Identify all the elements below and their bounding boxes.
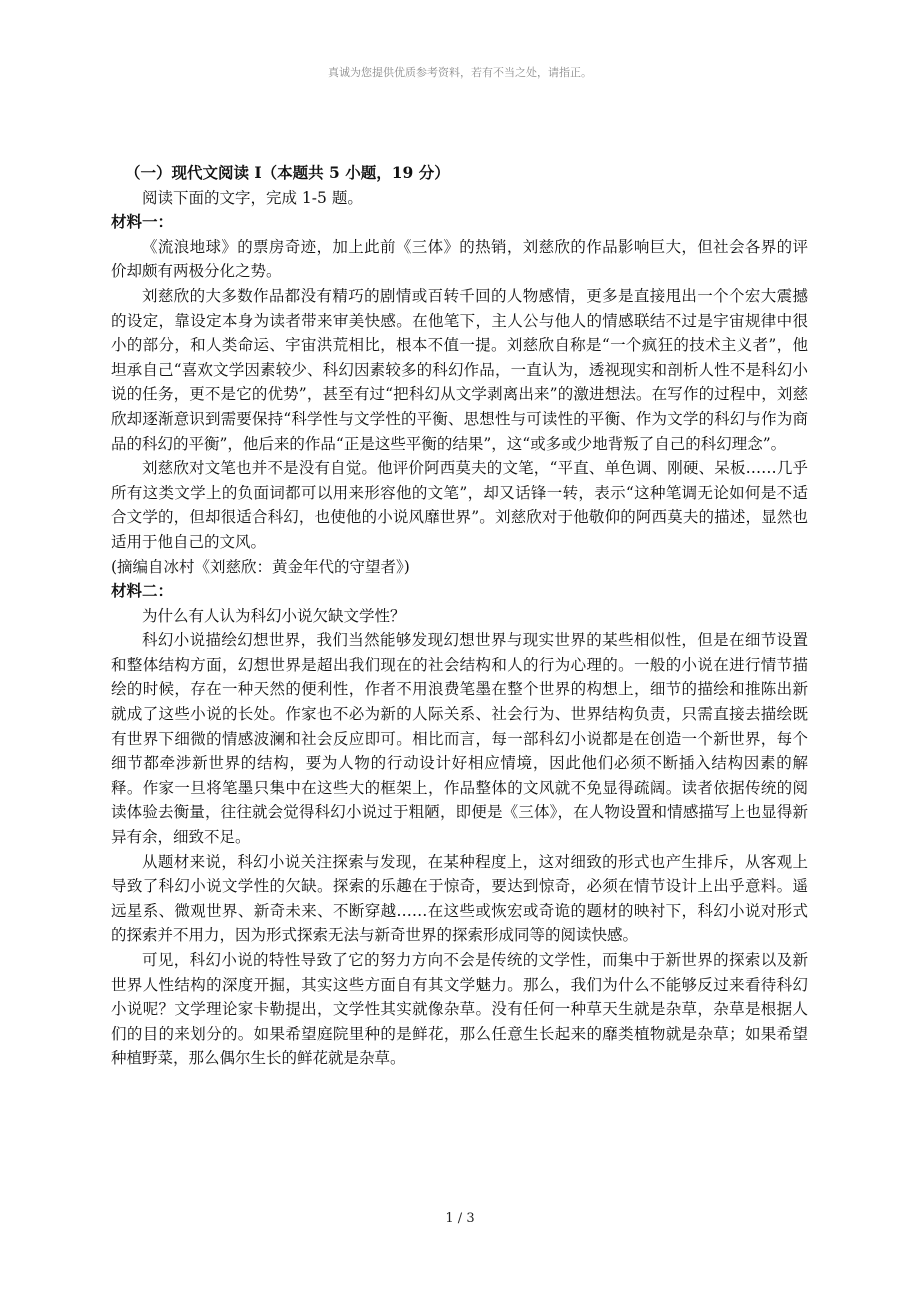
material2-paragraph: 从题材来说，科幻小说关注探索与发现，在某种程度上，这对细致的形式也产生排斥，从客观上导致了科幻小说文学性的欠缺。探索的乐趣在于惊奇，要达到惊奇，必须在情节设计上出乎意料。遥远星系、微观世界、新奇未来、不断穿越……在这些或恢宏或奇诡的题材的映衬下，科幻小说对形式的探索并不用力，因为形式探索无法与新奇世界的探索形成同等的阅读快感。	[111, 852, 808, 945]
instruction: 阅读下面的文字，完成 1-5 题。	[142, 188, 363, 207]
header-note: 真诚为您提供优质参考资料，若有不当之处，请指正。	[328, 66, 592, 79]
material1-paragraph: 刘慈欣对文笔也并不是没有自觉。他评价阿西莫夫的文笔，“平直、单色调、刚硬、呆板……几乎所有这类文学上的负面词都可以用来形容他的文笔”，却又话锋一转，表示“这种笔调无论如何是不适合文学的，但却很适合科幻，也使他的小说风靡世界”。刘慈欣对于他敬仰的阿西莫夫的描述，显然也适用于他自己的文风。	[111, 459, 808, 551]
material1-paragraph: 《流浪地球》的票房奇迹，加上此前《三体》的热销，刘慈欣的作品影响巨大，但社会各界的评价却颇有两极分化之势。	[111, 237, 808, 281]
material2-label: 材料二：	[111, 581, 174, 601]
material2-paragraph: 科幻小说描绘幻想世界，我们当然能够发现幻想世界与现实世界的某些相似性，但是在细节设置和整体结构方面，幻想世界是超出我们现在的社会结构和人的行为心理的。一般的小说在进行情节描绘的时候，存在一种天然的便利性，作者不用浪费笔墨在整个世界的构想上，细节的描绘和推陈出新就成了这些小说的长处。作家也不必为新的人际关系、社会行为、世界结构负责，只需直接去描绘既有世界下细微的情感波澜和社会反应即可。相比而言，每一部科幻小说都是在创造一个新世界，每个细节都牵涉新世界的结构，要为人物的行动设计好相应情境，因此他们必须不断插入结构因素的解释。作家一旦将笔墨只集中在这些大的框架上，作品整体的文风就不免显得疏阔。读者依据传统的阅读体验去衡量，往往就会觉得科幻小说过于粗陋，即便是《三体》，在人物设置和情感描写上也显得新异有余，细致不足。	[111, 631, 808, 847]
page-number: 1 / 3	[445, 1211, 475, 1226]
material2-paragraph: 为什么有人认为科幻小说欠缺文学性？	[142, 606, 406, 625]
section-title: （一）现代文阅读 I（本题共 5 小题，19 分）	[125, 163, 450, 182]
material1-paragraph: 刘慈欣的大多数作品都没有精巧的剧情或百转千回的人物感情，更多是直接甩出一个个宏大震撼的设定，靠设定本身为读者带来审美快感。在他笔下，主人公与他人的情感联结不过是宇宙规律中很小的部分，和人类命运、宇宙洪荒相比，根本不值一提。刘慈欣自称是“一个疯狂的技术主义者”，他坦承自己“喜欢文学因素较少、科幻因素较多的科幻作品，一直认为，透视现实和剖析人性不是科幻小说的任务，更不是它的优势”，甚至有过“把科幻从文学剥离出来”的激进想法。在写作的过程中，刘慈欣却逐渐意识到需要保持“科学性与文学性的平衡、思想性与可读性的平衡、作为文学的科幻与作为商品的科幻的平衡”，他后来的作品“正是这些平衡的结果”，这“或多或少地背叛了自己的科幻理念”。	[111, 286, 808, 453]
material1-label: 材料一：	[111, 212, 174, 232]
material2-paragraph: 可见，科幻小说的特性导致了它的努力方向不会是传统的文学性，而集中于新世界的探索以及新世界人性结构的深度开掘，其实这些方面自有其文学魅力。那么，我们为什么不能够反过来看待科幻小说呢？文学理论家卡勒提出，文学性其实就像杂草。没有任何一种草天生就是杂草，杂草是根据人们的目的来划分的。如果希望庭院里种的是鲜花，那么任意生长起来的靡类植物就是杂草；如果希望种植野菜，那么偶尔生长的鲜花就是杂草。	[111, 951, 808, 1068]
document-body	[111, 161, 808, 1071]
material1-source: (摘编自冰村《刘慈欣：黄金年代的守望者》)	[111, 557, 410, 576]
